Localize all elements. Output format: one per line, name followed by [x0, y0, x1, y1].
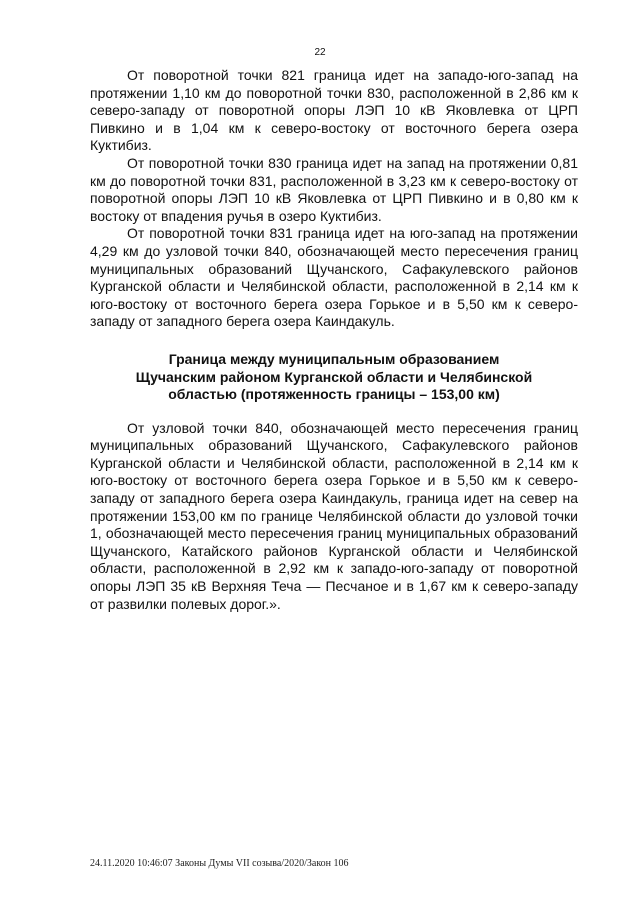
- paragraph-point-840: От узловой точки 840, обозначающей место пересечения границ муниципальных образований Щучанского, Сафакулевского районов Курганской области и Челябинской области, расположенной в 2,14 км к юго-востоку от восточного берега озера Горькое и в 5,50 км к северо-западу от западного берега озера Каиндакуль, граница идет на север на протяжении 153,00 км по границе Челябинской области до узловой точки 1, обозначающей место пересечения границ муниципальных образований Щучанского, Катайского районов Курганской области и Челябинской области, расположенной в 2,92 км к западо-юго-западу от поворотной опоры ЛЭП 35 кВ Верхняя Теча — Песчаное и в 1,67 км к северо-западу от развилки полевых дорог.».: [90, 419, 578, 612]
- page-number: 22: [314, 47, 326, 58]
- footer-document-stamp: 24.11.2020 10:46:07 Законы Думы VII созыва/2020/Закон 106: [90, 858, 349, 869]
- paragraph-point-830: От поворотной точки 830 граница идет на запад на протяжении 0,81 км до поворотной точки 831, расположенной в 3,23 км к северо-востоку от поворотной опоры ЛЭП 10 кВ Яковлевка от ЦРП Пивкино и в 0,80 км к востоку от впадения ручья в озеро Куктибиз.: [90, 154, 578, 224]
- section-heading-line-1: Граница между муниципальным образованием: [168, 350, 500, 367]
- paragraph-point-821: От поворотной точки 821 граница идет на западо-юго-запад на протяжении 1,10 км до поворотной точки 830, расположенной в 2,86 км к северо-западу от поворотной опоры ЛЭП 10 кВ Яковлевка от ЦРП Пивкино и в 1,04 км к северо-востоку от восточного берега озера Куктибиз.: [90, 67, 578, 154]
- section-heading-line-2: Щучанским районом Курганской области и Челябинской: [135, 368, 533, 385]
- section-heading-line-3: областью (протяженность границы – 153,00 км): [168, 386, 500, 403]
- section-heading: [90, 351, 578, 404]
- paragraph-point-831: От поворотной точки 831 граница идет на юго-запад на протяжении 4,29 км до узловой точки 840, обозначающей место пересечения границ муниципальных образований Щучанского, Сафакулевского районов Курганской области и Челябинской области, расположенной в 2,14 км к юго-востоку от восточного берега озера Горькое и в 5,50 км к северо-западу от западного берега озера Каиндакуль.: [90, 225, 578, 330]
- document-body: [90, 67, 578, 613]
